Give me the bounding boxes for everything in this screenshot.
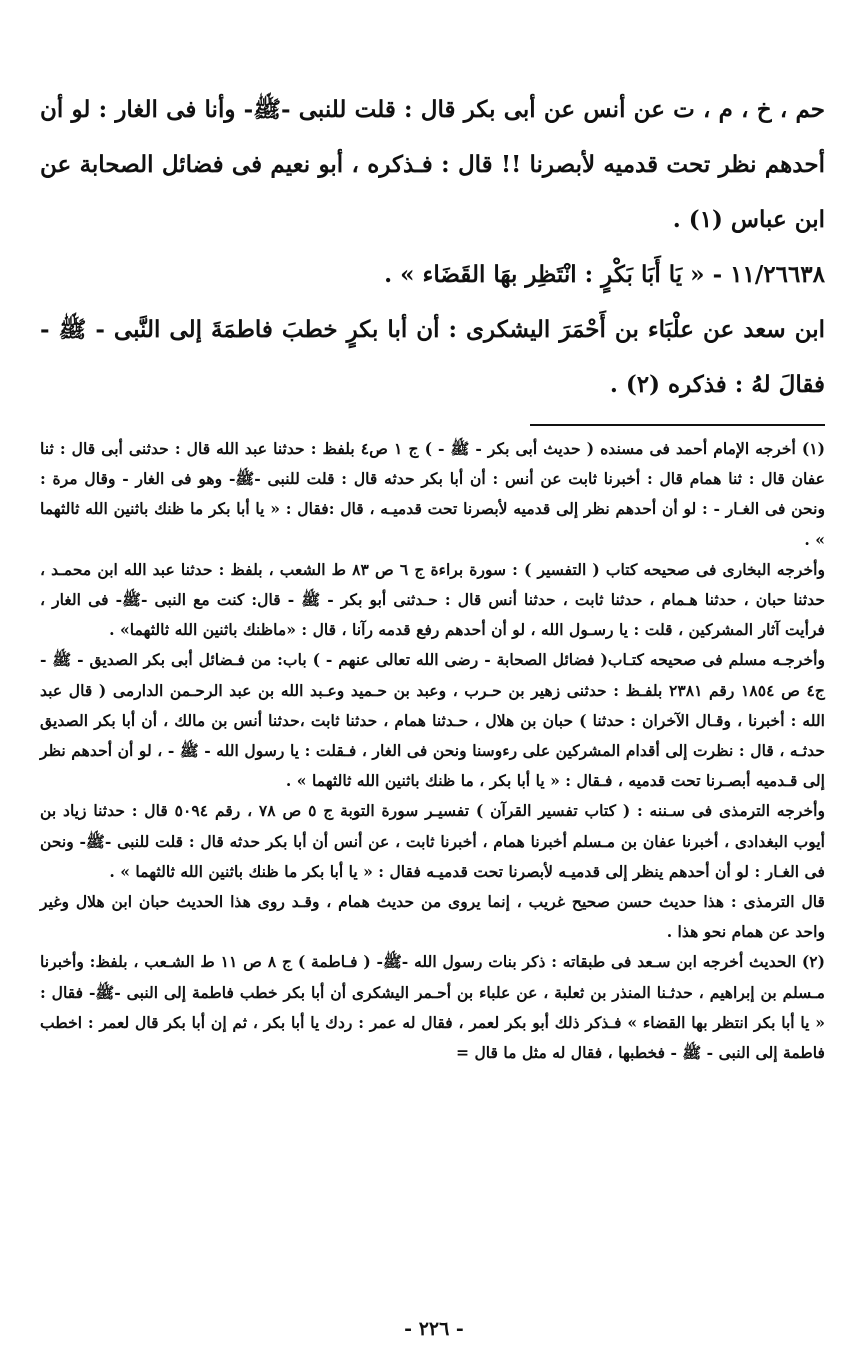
hadith-narration-paragraph: ابن سعد عن علْبَاء بن أَحْمَرَ اليشكرى : أن أبا بكرٍ خطبَ فاطمَةَ إلى النَّبى - ﷺ - فقالَ لهُ : فذكره (٢) .: [40, 316, 825, 398]
footnote-1-tirmidhi-comment: قال الترمذى : هذا حديث حسن صحيح غريب ، إنما يروى من حديث همام ، وقـد روى هذا الحديث حبان ابن هلال وغير واحد عن همام نحو هذا .: [40, 892, 825, 942]
footnote-2-ibn-saad: (٢) الحديث أخرجه ابن سـعد فى طبقاته : ذكر بنات رسول الله -ﷺ- ( فـاطمة ) ج ٨ ص ١١ ط الشـعب ، بلفظ: وأخبرنا مـسلم بن إبراهيم ، حدثـنا المنذر بن ثعلبة ، عن علباء بن أحـمر اليشكرى أن أبا بكر خطب فاطمة إلى النبى -ﷺ- فقال : « يا أبا بكر انتظر بها القضاء » فـذكر ذلك أبو بكر لعمر ، فقال له عمر : ردك يا أبا بكر ، ثم إن أبا بكر قال لعمر : اخطب فاطمة إلى النبى - ﷺ - فخطبها ، فقال له مثل ما قال =: [40, 952, 825, 1063]
hadith-source-paragraph: حم ، خ ، م ، ت عن أنس عن أبى بكر قال : قلت للنبى -ﷺ- وأنا فى الغار : لو أن أحدهم نظر تحت قدميه لأبصرنا !! قال : فـذكره ، أبو نعيم فى فضائل الصحابة عن ابن عباس (١) .: [40, 96, 825, 233]
footnote-1-bukhari: وأخرجه البخارى فى صحيحه كتاب ( التفسير ) : سورة براءة ج ٦ ص ٨٣ ط الشعب ، بلفظ : حدثنا عبد الله ابن محمـد ، حدثنا حبان ، حدثنا هـمام ، حدثنا ثابت ، حدثنا أنس قال : حـدثنى أبو بكر - ﷺ - قال: كنت مع النبى -ﷺ- فى الغار ، فرأيت آثار المشركين ، قلت : يا رسـول الله ، لو أن أحدهم رفع قدمه رآنا ، قال : «ماظنك باثنين الله ثالثهما» .: [40, 559, 826, 640]
footnotes: [40, 434, 825, 1068]
main-text: [40, 82, 825, 412]
footnote-1-tirmidhi: وأخرجه الترمذى فى سـننه : ( كتاب تفسير القرآن ) تفسيـر سورة التوبة ج ٥ ص ٧٨ ، رقم ٥٠٩٤ قال : حدثنا زياد بن أيوب البغدادى ، أخبرنا عفان بن مـسلم أخبرنا همام ، أخبرنا ثابت ، عن أنس أن أبا بكر حدثه قال : قلت للنبى -ﷺ- ونحن فى الغـار : لو أن أحدهم ينظر إلى قدميـه لأبصرنا تحت قدميـه فقال : « يا أبا بكر ما ظنك باثنين الله ثالثهما » .: [40, 801, 825, 881]
page-number: - ٢٢٦ -: [404, 1318, 464, 1340]
hadith-entry-heading: ١١/٢٦٦٣٨ - « يَا أَبَا بَكْرٍ : انْتَظِر بهَا القَضَاء » .: [384, 261, 825, 288]
footnote-1-ahmad: (١) أخرجه الإمام أحمد فى مسنده ( حديث أبى بكر - ﷺ - ) ج ١ ص٤ بلفظ : حدثنا عبد الله قال : حدثنى أبى قال : ثنا عفان قال : ثنا همام قال : أخبرنا ثابت عن أنس : أن أبا بكر حدثه قال : قلت للنبى -ﷺ- وهو فى الغار - وقال مرة : ونحن فى الغـار - : لو أن أحدهم نظر إلى قدميه لأبصرنا تحت قدميـه ، قال :فقال : « يا أبا بكر ما ظنك باثنين الله ثالثهما » .: [40, 439, 825, 549]
page-content: [40, 82, 825, 1068]
footnote-1-muslim: وأخرجـه مسلم فى صحيحه كتـاب( فضائل الصحابة - رضى الله تعالى عنهم - ) باب: من فـضائل أبى بكر الصديق - ﷺ - ج٤ ص ١٨٥٤ رقم ٢٣٨١ بلفـظ : حدثنى زهير بن حـرب ، وعبد بن حـميد وعـبد الله بن عبد الرحـمن الدارمى ( قال عبد الله : أخبرنا ، وقـال الآخران : حدثنا ) حبان بن هلال ، حـدثنا همام ، حدثنا ثابت ،حدثنا أنس بن مالك ، أن أبا بكر الصديق حدثـه ، قال : نظرت إلى أقدام المشركين على رءوسنا ونحن فى الغار ، فـقلت : يا رسول الله - ﷺ - ، لو أن أحدهم نظر إلى قـدميه أبصـرنا تحت قدميه ، فـقال : « يا أبا بكر ، ما ظنك باثنين الله ثالثهما » .: [40, 650, 825, 791]
footnote-divider: [530, 424, 825, 426]
